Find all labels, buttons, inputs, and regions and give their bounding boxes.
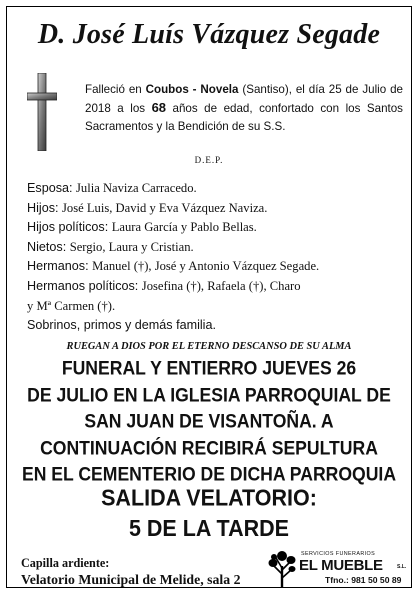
relative-line: y Mª Carmen (†). xyxy=(27,298,116,313)
logo-tagline: SERVICIOS FUNERARIOS xyxy=(301,551,376,557)
relative-line: Esposa: Julia Naviza Carracedo. xyxy=(27,181,197,195)
relative-line: Hijos: José Luis, David y Eva Vázquez Naviza. xyxy=(27,200,268,215)
chapel-location: Velatorio Municipal de Melide, sala 2 xyxy=(21,572,241,587)
funeral-line: CONTINUACIÓN RECIBIRÁ SEPULTURA xyxy=(40,436,378,459)
age: 68 xyxy=(151,100,167,115)
funeral-line: SAN JUAN DE VISANTOÑA. A xyxy=(84,410,334,432)
funeral-details xyxy=(13,355,405,487)
death-announcement: Falleció en Coubos - Novela (Santiso), el día 25 de Julio de 2018 a los 68 años de edad, confortado con los Santos Sacramentos y la Bendición de su S.S. xyxy=(85,83,403,133)
funeral-line: EN EL CEMENTERIO DE DICHA PARROQUIA xyxy=(21,463,397,485)
deceased-name: D. José Luís Vázquez Segade xyxy=(37,19,381,50)
tree-icon xyxy=(265,548,299,588)
relative-line: Sobrinos, primos y demás familia. xyxy=(27,318,216,333)
funeral-line: FUNERAL Y ENTIERRO JUEVES 26 xyxy=(61,357,357,379)
relative-line: Nietos: Sergio, Laura y Cristian. xyxy=(27,239,194,254)
obituary-card xyxy=(6,6,412,588)
relatives-list xyxy=(27,179,405,336)
dep-text: D.E.P. xyxy=(194,155,224,165)
logo-suffix: S.L. xyxy=(397,564,407,570)
relative-line: Hijos políticos: Laura García y Pablo Bellas. xyxy=(27,220,257,235)
relative-line: Hermanos políticos: Josefina (†), Rafaela (†), Charo xyxy=(27,278,301,293)
death-place: Coubos - Novela xyxy=(145,83,239,96)
latin-cross-icon xyxy=(27,73,57,151)
salida-line: SALIDA VELATORIO: xyxy=(101,485,317,511)
funeral-home-logo xyxy=(265,548,409,588)
relative-line: Hermanos: Manuel (†), José y Antonio Vázquez Segade. xyxy=(27,259,320,274)
logo-name: EL MUEBLE xyxy=(299,557,383,574)
prayer-request: RUEGAN A DIOS POR EL ETERNO DESCANSO DE SU ALMA xyxy=(66,341,352,352)
funeral-line: DE JULIO EN LA IGLESIA PARROQUIAL DE xyxy=(27,383,391,406)
logo-phone: Tfno.: 981 50 50 89 xyxy=(325,575,402,585)
chapel-label: Capilla ardiente: xyxy=(21,556,110,570)
salida-line: 5 DE LA TARDE xyxy=(128,515,290,541)
wake-departure xyxy=(7,483,411,543)
